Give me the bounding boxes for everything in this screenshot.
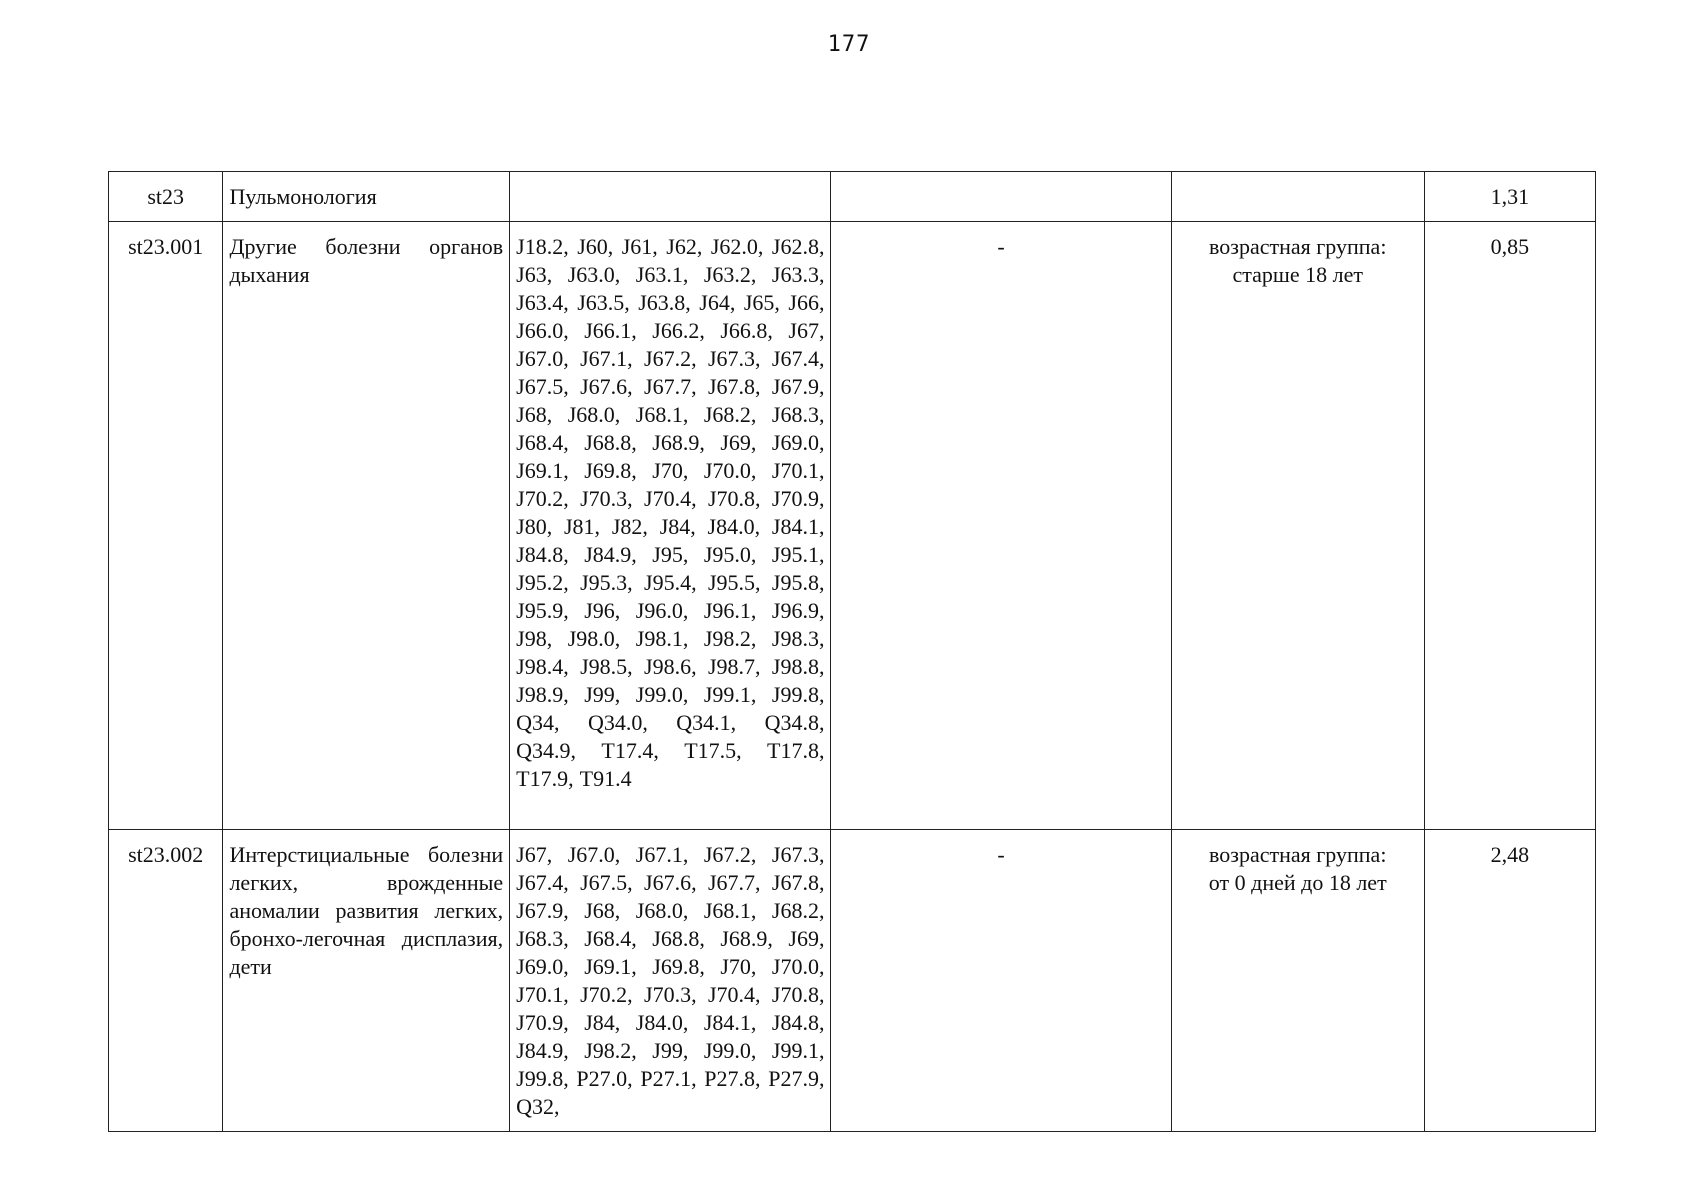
cell-name xyxy=(223,222,510,830)
additional-criteria-line: от 0 дней до 18 лет xyxy=(1208,870,1387,895)
cell-additional-criteria xyxy=(1171,222,1424,830)
table-row xyxy=(109,222,1596,830)
cell-coefficient: 0,85 xyxy=(1424,222,1595,830)
ksg-table xyxy=(108,171,1596,1132)
additional-criteria-line: старше 18 лет xyxy=(1232,262,1363,287)
table-row xyxy=(109,830,1596,1132)
cell-name xyxy=(223,830,510,1132)
cell-additional-criteria xyxy=(1171,172,1424,222)
cell-coefficient: 2,48 xyxy=(1424,830,1595,1132)
cell-coefficient: 1,31 xyxy=(1424,172,1595,222)
table-row-group xyxy=(109,172,1596,222)
cell-name-text: Другие болезни органов дыхания xyxy=(229,234,504,287)
cell-mkb-codes xyxy=(510,172,831,222)
cell-name: Пульмонология xyxy=(223,172,510,222)
cell-code: st23 xyxy=(109,172,223,222)
cell-name-text: Интерстициальные болезни легких, врожденные аномалии развития легких, бронхо-легочная дисплазия, дети xyxy=(229,842,504,979)
cell-operation-codes: - xyxy=(831,830,1171,1132)
cell-mkb-codes: J18.2, J60, J61, J62, J62.0, J62.8, J63, J63.0, J63.1, J63.2, J63.3, J63.4, J63.5, J63.8, J64, J65, J66, J66.0, J66.1, J66.2, J66.8, J67, J67.0, J67.1, J67.2, J67.3, J67.4, J67.5, J67.6, J67.7, J67.8, J67.9, J68, J68.0, J68.1, J68.2, J68.3, J68.4, J68.8, J68.9, J69, J69.0, J69.1, J69.8, J70, J70.0, J70.1, J70.2, J70.3, J70.4, J70.8, J70.9, J80, J81, J82, J84, J84.0, J84.1, J84.8, J84.9, J95, J95.0, J95.1, J95.2, J95.3, J95.4, J95.5, J95.8, J95.9, J96, J96.0, J96.1, J96.9, J98, J98.0, J98.1, J98.2, J98.3, J98.4, J98.5, J98.6, J98.7, J98.8, J98.9, J99, J99.0, J99.1, J99.8, Q34, Q34.0, Q34.1, Q34.8, Q34.9, T17.4, T17.5, T17.8, T17.9, T91.4 xyxy=(510,222,831,830)
cell-mkb-codes: J67, J67.0, J67.1, J67.2, J67.3, J67.4, J67.5, J67.6, J67.7, J67.8, J67.9, J68, J68.0, J68.1, J68.2, J68.3, J68.4, J68.8, J68.9, J69, J69.0, J69.1, J69.8, J70, J70.0, J70.1, J70.2, J70.3, J70.4, J70.8, J70.9, J84, J84.0, J84.1, J84.8, J84.9, J98.2, J99, J99.0, J99.1, J99.8, P27.0, P27.1, P27.8, P27.9, Q32, xyxy=(510,830,831,1132)
cell-additional-criteria xyxy=(1171,830,1424,1132)
page-number: 177 xyxy=(827,32,871,57)
cell-operation-codes xyxy=(831,172,1171,222)
cell-operation-codes: - xyxy=(831,222,1171,830)
additional-criteria-line: возрастная группа: xyxy=(1209,234,1387,259)
cell-code: st23.001 xyxy=(109,222,223,830)
additional-criteria-line: возрастная группа: xyxy=(1209,842,1387,867)
cell-code: st23.002 xyxy=(109,830,223,1132)
